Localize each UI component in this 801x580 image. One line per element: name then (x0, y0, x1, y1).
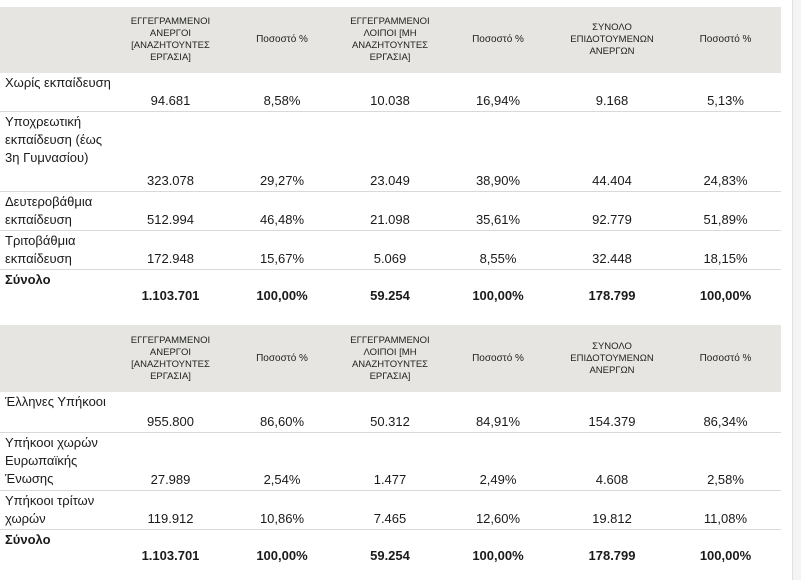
table-row (0, 111, 781, 191)
header-cell-empty (0, 7, 115, 73)
row-label: Τριτοβάθμια εκπαίδευση (0, 230, 115, 269)
total-value: 100,00% (256, 548, 308, 563)
table-row (0, 392, 781, 432)
education-data-table (0, 7, 781, 309)
table-row (0, 490, 781, 529)
cell-value: 15,67% (226, 230, 338, 269)
cell-value: 4.608 (554, 432, 670, 490)
total-value: 100,00% (699, 548, 752, 563)
cell-value: 35,61% (442, 191, 554, 230)
table-row (0, 73, 781, 111)
cell-value: 23.049 (338, 111, 442, 191)
total-value: 100,00% (256, 288, 308, 303)
cell-value: 19.812 (554, 490, 670, 529)
header-percent: Ποσοστό % (670, 325, 781, 392)
header-percent: Ποσοστό % (442, 7, 554, 73)
cell-value: 154.379 (554, 392, 670, 432)
cell-value: 12,60% (442, 490, 554, 529)
cell-value: 2,54% (226, 432, 338, 490)
cell-value: 27.989 (115, 432, 226, 490)
cell-value: 38,90% (442, 111, 554, 191)
header-registered-other: ΕΓΓΕΓΡΑΜΜΕΝΟΙ ΛΟΙΠΟΙ [ΜΗ ΑΝΑΖΗΤΟΥΝΤΕΣ ΕΡΓΑΣΙΑ] (338, 325, 442, 392)
citizenship-data-table (0, 325, 781, 569)
cell-value: 86,34% (670, 392, 781, 432)
cell-value: 119.912 (115, 490, 226, 529)
cell-value: 44.404 (554, 111, 670, 191)
education-table (0, 7, 781, 309)
total-label: Σύνολο (5, 531, 51, 547)
total-value: 100,00% (472, 548, 524, 563)
cell-value: 16,94% (442, 73, 554, 111)
cell-value: 8,58% (226, 73, 338, 111)
total-value: 178.799 (588, 288, 636, 303)
row-label: Δευτεροβάθμια εκπαίδευση (0, 191, 115, 230)
cell-value: 10.038 (338, 73, 442, 111)
header-cell-empty (0, 325, 115, 392)
cell-value: 46,48% (226, 191, 338, 230)
total-value: 59.254 (370, 548, 410, 563)
cell-value: 92.779 (554, 191, 670, 230)
row-label: Χωρίς εκπαίδευση (0, 73, 115, 111)
header-percent: Ποσοστό % (226, 325, 338, 392)
cell-value: 51,89% (670, 191, 781, 230)
cell-value: 8,55% (442, 230, 554, 269)
row-label: Υπήκοοι τρίτων χωρών (0, 490, 115, 529)
total-row (0, 269, 781, 309)
total-value: 100,00% (699, 288, 752, 303)
cell-value: 2,49% (442, 432, 554, 490)
page-edge (792, 0, 801, 580)
cell-value: 5,13% (670, 73, 781, 111)
total-value: 178.799 (588, 548, 636, 563)
cell-value: 21.098 (338, 191, 442, 230)
cell-value: 10,86% (226, 490, 338, 529)
cell-value: 94.681 (115, 73, 226, 111)
total-row (0, 529, 781, 569)
header-percent: Ποσοστό % (226, 7, 338, 73)
total-value: 1.103.701 (141, 288, 200, 303)
cell-value: 84,91% (442, 392, 554, 432)
cell-value: 955.800 (115, 392, 226, 432)
cell-value: 86,60% (226, 392, 338, 432)
total-value: 1.103.701 (141, 548, 200, 563)
total-label: Σύνολο (5, 271, 51, 287)
row-label: Υπήκοοι χωρών Ευρωπαϊκής Ένωσης (0, 432, 115, 490)
cell-value: 24,83% (670, 111, 781, 191)
header-percent: Ποσοστό % (442, 325, 554, 392)
cell-value: 1.477 (338, 432, 442, 490)
cell-value: 50.312 (338, 392, 442, 432)
total-value: 100,00% (472, 288, 524, 303)
cell-value: 32.448 (554, 230, 670, 269)
row-label: Έλληνες Υπήκοοι (0, 392, 115, 432)
header-total-subsidized: ΣΥΝΟΛΟ ΕΠΙΔΟΤΟΥΜΕΝΩΝ ΑΝΕΡΓΩΝ (554, 325, 670, 392)
cell-value: 512.994 (115, 191, 226, 230)
table-header-row (0, 325, 781, 392)
row-label: Υποχρεωτική εκπαίδευση (έως 3η Γυμνασίου) (0, 111, 115, 191)
header-percent: Ποσοστό % (670, 7, 781, 73)
cell-value: 9.168 (554, 73, 670, 111)
cell-value: 7.465 (338, 490, 442, 529)
table-row (0, 432, 781, 490)
total-value: 59.254 (370, 288, 410, 303)
cell-value: 29,27% (226, 111, 338, 191)
cell-value: 11,08% (670, 490, 781, 529)
table-row (0, 191, 781, 230)
cell-value: 18,15% (670, 230, 781, 269)
cell-value: 5.069 (338, 230, 442, 269)
cell-value: 323.078 (115, 111, 226, 191)
table-row (0, 230, 781, 269)
header-total-subsidized: ΣΥΝΟΛΟ ΕΠΙΔΟΤΟΥΜΕΝΩΝ ΑΝΕΡΓΩΝ (554, 7, 670, 73)
cell-value: 172.948 (115, 230, 226, 269)
cell-value: 2,58% (670, 432, 781, 490)
citizenship-table (0, 325, 781, 569)
table-header-row (0, 7, 781, 73)
header-registered-unemployed: ΕΓΓΕΓΡΑΜΜΕΝΟΙ ΑΝΕΡΓΟΙ [ΑΝΑΖΗΤΟΥΝΤΕΣ ΕΡΓΑΣΙΑ] (115, 325, 226, 392)
header-registered-unemployed: ΕΓΓΕΓΡΑΜΜΕΝΟΙ ΑΝΕΡΓΟΙ [ΑΝΑΖΗΤΟΥΝΤΕΣ ΕΡΓΑΣΙΑ] (115, 7, 226, 73)
header-registered-other: ΕΓΓΕΓΡΑΜΜΕΝΟΙ ΛΟΙΠΟΙ [ΜΗ ΑΝΑΖΗΤΟΥΝΤΕΣ ΕΡΓΑΣΙΑ] (338, 7, 442, 73)
